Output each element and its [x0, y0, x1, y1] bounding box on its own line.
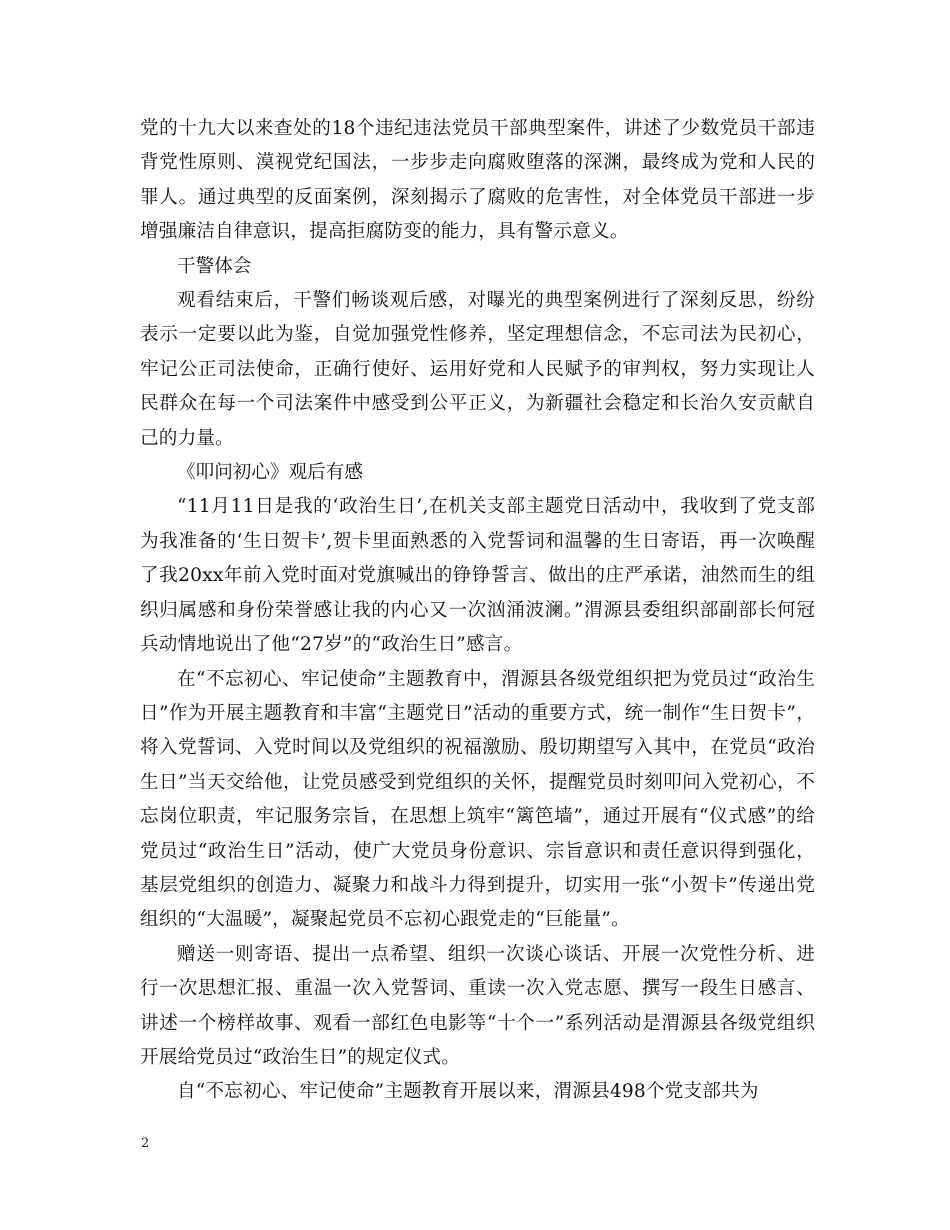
paragraph-branch-statistics: 自“不忘初心、牢记使命”主题教育开展以来，渭源县498个党支部共为: [177, 1081, 759, 1103]
paragraph-case-summary: 党的十九大以来查处的18个违纪违法党员干部典型案件，讲述了少数党员干部违背党性原则、漠视党纪国法，一步步走向腐败堕落的深渊，最终成为党和人民的罪人。通过典型的反面案例，深刻揭示了腐败的危害性，对全体党员干部进一步增强廉洁自律意识，提高拒腐防变的能力，具有警示意义。: [140, 118, 815, 243]
paragraph-officer-reflections: 观看结束后，干警们畅谈观后感，对曝光的典型案例进行了深刻反思，纷纷表示一定要以此为鉴，自觉加强党性修养，坚定理想信念，不忘司法为民初心，牢记公正司法使命，正确行使好、运用好党和人民赋予的审判权，努力实现让人民群众在每一个司法案件中感受到公平正义，为新疆社会稳定和长治久安贡献自己的力量。: [140, 290, 815, 449]
page-number: 2: [141, 1136, 150, 1151]
section-heading-officer-reflections: 干警体会: [177, 255, 252, 277]
paragraph-political-birthday-quote: “11月11日是我的‘政治生日’,在机关支部主题党日活动中，我收到了党支部为我准备的‘生日贺卡’,贺卡里面熟悉的入党誓词和温馨的生日寄语，再一次唤醒了我20xx年前入党时面对党旗喊出的铮铮誓言、做出的庄严承诺，油然而生的组织归属感和身份荣誉感让我的内心又一次汹涌波澜。”渭源县委组织部副部长何冠兵动情地说出了他“27岁”的“政治生日”感言。: [140, 496, 815, 656]
paragraph-theme-education: 在“不忘初心、牢记使命”主题教育中，渭源县各级党组织把为党员过“政治生日”作为开展主题教育和丰富“主题党日”活动的重要方式，统一制作“生日贺卡”，将入党誓词、入党时间以及党组织的祝福激励、殷切期望写入其中，在党员“政治生日”当天交给他，让党员感受到党组织的关怀，提醒党员时刻叩问入党初心，不忘岗位职责，牢记服务宗旨，在思想上筑牢“篱笆墙”，通过开展有“仪式感”的给党员过“政治生日”活动，使广大党员身份意识、宗旨意识和责任意识得到强化，基层党组织的创造力、凝聚力和战斗力得到提升，切实用一张“小贺卡”传递出党组织的“大温暖”，凝聚起党员不忘初心跟党走的“巨能量”。: [140, 668, 815, 931]
paragraph-ten-activities: 赠送一则寄语、提出一点希望、组织一次谈心谈话、开展一次党性分析、进行一次思想汇报、重温一次入党誓词、重读一次入党志愿、撰写一段生日感言、讲述一个榜样故事、观看一部红色电影等“十个一”系列活动是渭源县各级党组织开展给党员过“政治生日”的规定仪式。: [140, 943, 815, 1068]
section-heading-review-title: 《叩问初心》观后有感: [177, 462, 363, 484]
document-body: [140, 112, 815, 1110]
